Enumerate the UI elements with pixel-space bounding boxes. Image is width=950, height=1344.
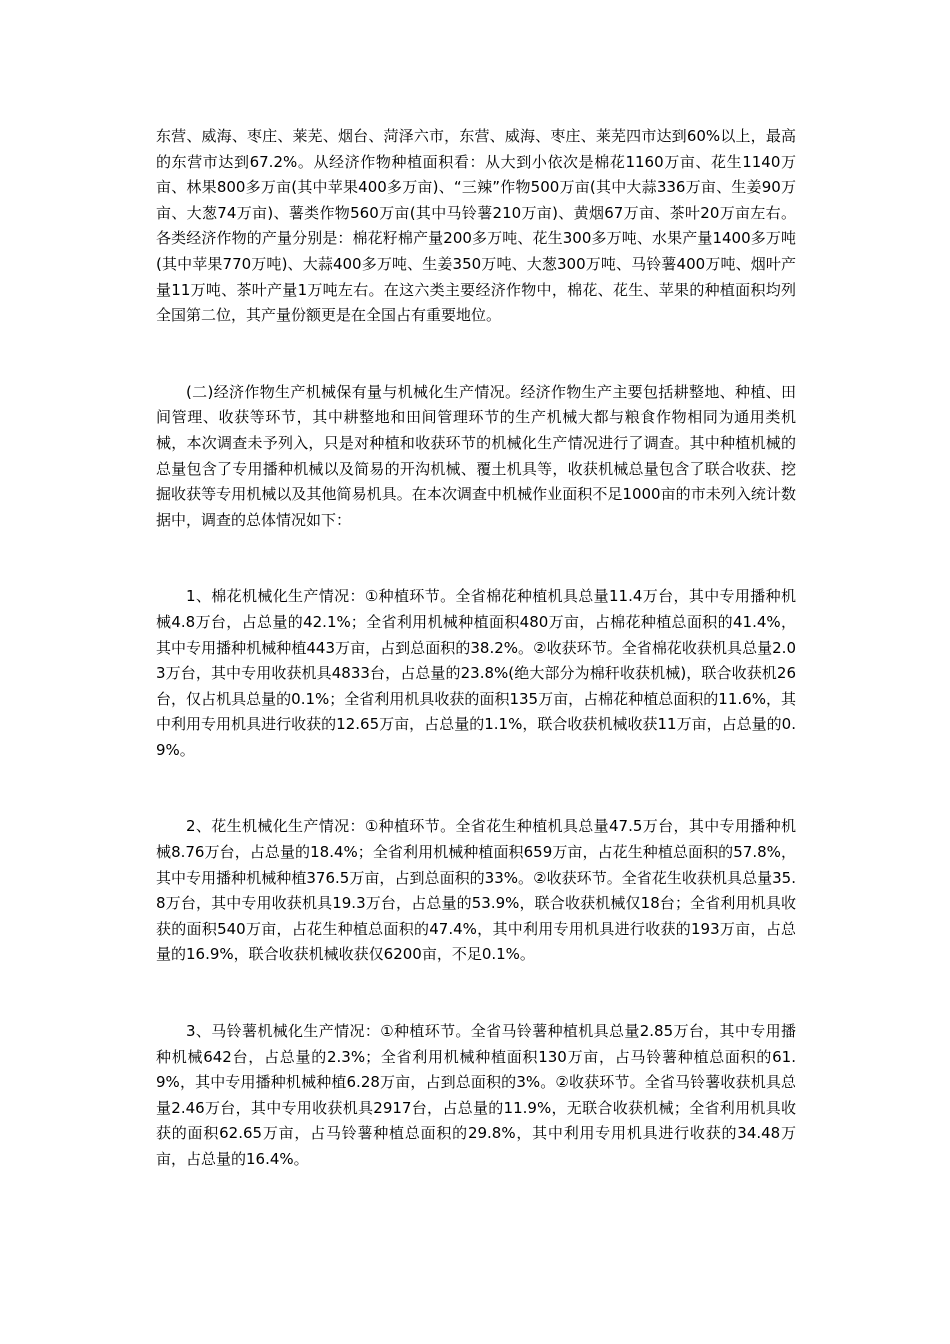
paragraph-spacer: [156, 533, 796, 584]
paragraph-crop-area-output: 东营、威海、枣庄、莱芜、烟台、菏泽六市，东营、威海、枣庄、莱芜四市达到60%以上，最高的东营市达到67.2%。从经济作物种植面积看：从大到小依次是棉花1160万亩、花生1140万亩、林果800多万亩(其中苹果400多万亩)、“三辣”作物500万亩(其中大蒜336万亩、生姜90万亩、大葱74万亩)、薯类作物560万亩(其中马铃薯210万亩)、黄烟67万亩、茶叶20万亩左右。各类经济作物的产量分别是：棉花籽棉产量200多万吨、花生300多万吨、水果产量1400多万吨(其中苹果770万吨)、大蒜400多万吨、生姜350万吨、大葱300万吨、马铃薯400万吨、烟叶产量11万吨、茶叶产量1万吨左右。在这六类主要经济作物中，棉花、花生、苹果的种植面积均列全国第二位，其产量份额更是在全国占有重要地位。: [156, 127, 796, 325]
paragraph-spacer: [156, 329, 796, 380]
paragraph-spacer: [156, 968, 796, 1019]
document-page: [156, 124, 796, 1173]
paragraph-spacer: [156, 763, 796, 814]
paragraph-potato: 3、马铃薯机械化生产情况：①种植环节。全省马铃薯种植机具总量2.85万台，其中专用播种机械642台，占总量的2.3%；全省利用机械种植面积130万亩，占马铃薯种植总面积的61.9%，其中专用播种机械种植6.28万亩，占到总面积的3%。②收获环节。全省马铃薯收获机具总量2.46万台，其中专用收获机具2917台，占总量的11.9%，无联合收获机械；全省利用机具收获的面积62.65万亩，占马铃薯种植总面积的29.8%，其中利用专用机具进行收获的34.48万亩，占总量的16.4%。: [156, 1022, 796, 1168]
paragraph-cotton: 1、棉花机械化生产情况：①种植环节。全省棉花种植机具总量11.4万台，其中专用播种机械4.8万台，占总量的42.1%；全省利用机械种植面积480万亩，占棉花种植总面积的41.4%，其中专用播种机械种植443万亩，占到总面积的38.2%。②收获环节。全省棉花收获机具总量2.03万台，其中专用收获机具4833台，占总量的23.8%(绝大部分为棉秆收获机械)，联合收获机26台，仅占机具总量的0.1%；全省利用机具收获的面积135万亩，占棉花种植总面积的11.6%，其中利用专用机具进行收获的12.65万亩，占总量的1.1%，联合收获机械收获11万亩，占总量的0.9%。: [156, 587, 796, 759]
paragraph-peanut: 2、花生机械化生产情况：①种植环节。全省花生种植机具总量47.5万台，其中专用播种机械8.76万台，占总量的18.4%；全省利用机械种植面积659万亩，占花生种植总面积的57.8%，其中专用播种机械种植376.5万亩，占到总面积的33%。②收获环节。全省花生收获机具总量35.8万台，其中专用收获机具19.3万台，占总量的53.9%，联合收获机械仅18台；全省利用机具收获的面积540万亩，占花生种植总面积的47.4%，其中利用专用机具进行收获的193万亩，占总量的16.9%，联合收获机械收获仅6200亩，不足0.1%。: [156, 817, 796, 964]
paragraph-machinery-overview: (二)经济作物生产机械保有量与机械化生产情况。经济作物生产主要包括耕整地、种植、田间管理、收获等环节，其中耕整地和田间管理环节的生产机械大都与粮食作物相同为通用类机械，本次调查未予列入，只是对种植和收获环节的机械化生产情况进行了调查。其中种植机械的总量包含了专用播种机械以及简易的开沟机械、覆土机具等，收获机械总量包含了联合收获、挖掘收获等专用机械以及其他简易机具。在本次调查中机械作业面积不足1000亩的市未列入统计数据中，调查的总体情况如下：: [156, 382, 796, 529]
